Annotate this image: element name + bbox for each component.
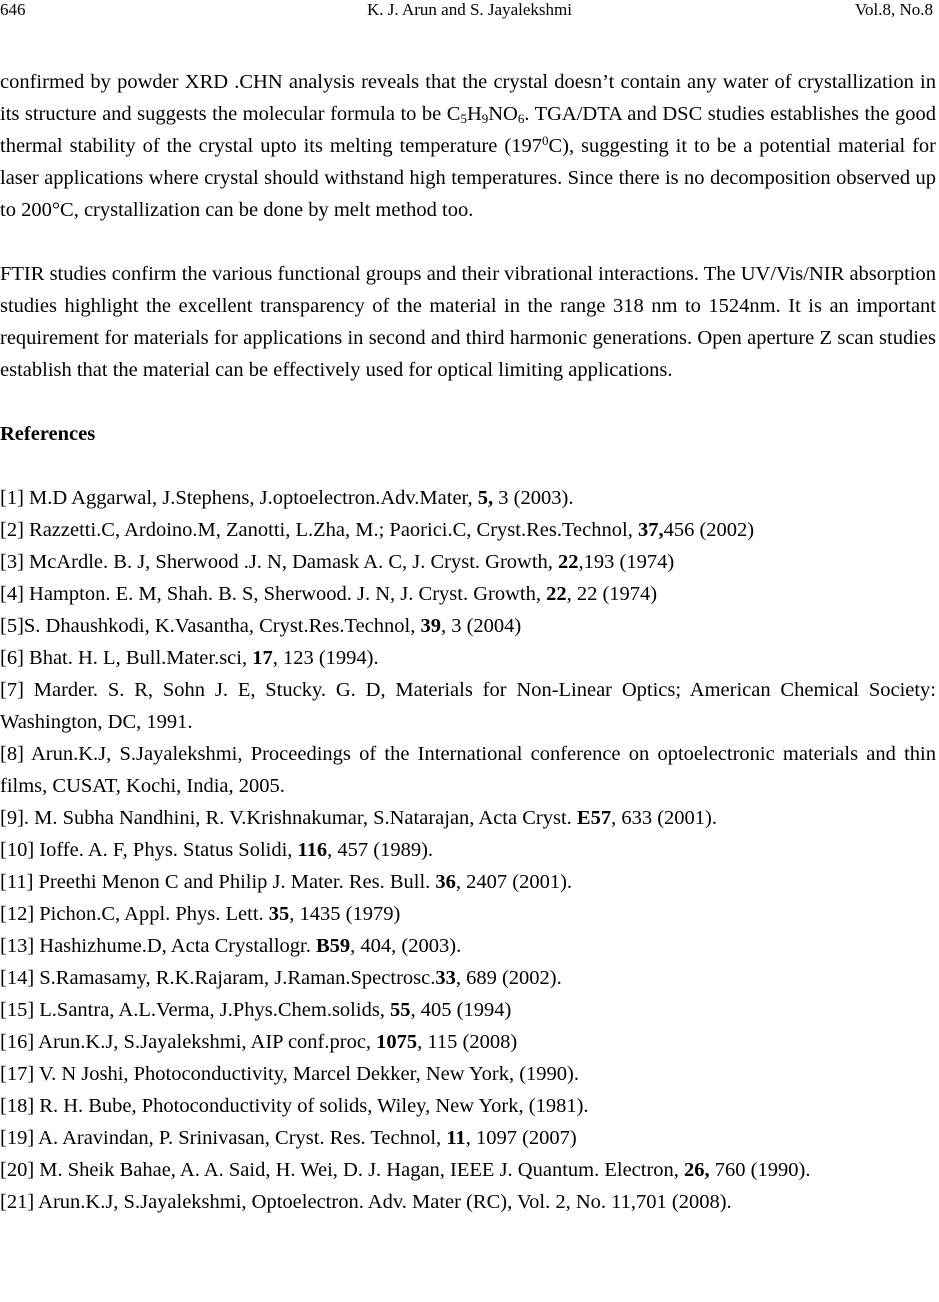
reference-item: [18] R. H. Bube, Photoconductivity of solids, Wiley, New York, (1981).	[0, 1095, 589, 1117]
references-heading: References	[0, 423, 96, 445]
reference-item: [14] S.Ramasamy, R.K.Rajaram, J.Raman.Spectrosc.33, 689 (2002).	[0, 967, 562, 989]
reference-item: [20] M. Sheik Bahae, A. A. Said, H. Wei, D. J. Hagan, IEEE J. Quantum. Electron, 26, 760 (1990).	[0, 1159, 811, 1181]
reference-item: [19] A. Aravindan, P. Srinivasan, Cryst. Res. Technol, 11, 1097 (2007)	[0, 1127, 577, 1149]
reference-item: [7] Marder. S. R, Sohn J. E, Stucky. G. D, Materials for Non-Linear Optics; American Chemical Society: Washington, DC, 1991.	[0, 679, 936, 733]
reference-item: [9]. M. Subha Nandhini, R. V.Krishnakumar, S.Natarajan, Acta Cryst. E57, 633 (2001).	[0, 807, 717, 829]
paragraph-conclusion-1: confirmed by powder XRD .CHN analysis reveals that the crystal doesn’t contain any water of crystallization in its structure and suggests the molecular formula to be $C_5H_9NO_6$. TGA/DTA and DSC studies establishes the good thermal stability of the crystal upto its melting temperature $(197^0C)$, suggesting it to be a potential material for laser applications where crystal should withstand high temperatures. Since there is no decomposition observed up to 200°C, crystallization can be done by melt method too.	[0, 71, 937, 221]
reference-item: [21] Arun.K.J, S.Jayalekshmi, Optoelectron. Adv. Mater (RC), Vol. 2, No. 11,701 (2008).	[0, 1191, 732, 1213]
reference-item: [15] L.Santra, A.L.Verma, J.Phys.Chem.solids, 55, 405 (1994)	[0, 999, 512, 1021]
header-volume: Vol.8, No.8	[854, 0, 933, 19]
reference-item: [5]S. Dhaushkodi, K.Vasantha, Cryst.Res.Technol, 39, 3 (2004)	[0, 615, 522, 637]
page-number: 646	[0, 0, 26, 19]
running-header	[0, 0, 939, 26]
reference-item: [3] McArdle. B. J, Sherwood .J. N, Damask A. C, J. Cryst. Growth, 22,193 (1974)	[0, 551, 675, 573]
reference-item: [10] Ioffe. A. F, Phys. Status Solidi, 116, 457 (1989).	[0, 839, 434, 861]
reference-item: [2] Razzetti.C, Ardoino.M, Zanotti, L.Zha, M.; Paorici.C, Cryst.Res.Technol, 37,456 (2002)	[0, 519, 755, 541]
reference-item: [11] Preethi Menon C and Philip J. Mater. Res. Bull. 36, 2407 (2001).	[0, 871, 573, 893]
reference-item: [17] V. N Joshi, Photoconductivity, Marcel Dekker, New York, (1990).	[0, 1063, 580, 1085]
reference-item: [6] Bhat. H. L, Bull.Mater.sci, 17, 123 (1994).	[0, 647, 379, 669]
reference-item: [16] Arun.K.J, S.Jayalekshmi, AIP conf.proc, 1075, 115 (2008)	[0, 1031, 518, 1053]
reference-list	[0, 482, 936, 1218]
page-body	[0, 66, 936, 1218]
paragraph-conclusion-2: FTIR studies confirm the various functional groups and their vibrational interactions. The UV/Vis/NIR absorption studies highlight the excellent transparency of the material in the range 318 nm to 1524nm. It is an important requirement for materials for applications in second and third harmonic generations. Open aperture Z scan studies establish that the material can be effectively used for optical limiting applications.	[0, 263, 936, 381]
header-authors: K. J. Arun and S. Jayalekshmi	[367, 0, 572, 19]
reference-item: [8] Arun.K.J, S.Jayalekshmi, Proceedings of the International conference on optoelectronic materials and thin films, CUSAT, Kochi, India, 2005.	[0, 743, 936, 797]
reference-item: [4] Hampton. E. M, Shah. B. S, Sherwood. J. N, J. Cryst. Growth, 22, 22 (1974)	[0, 583, 658, 605]
reference-item: [1] M.D Aggarwal, J.Stephens, J.optoelectron.Adv.Mater, 5, 3 (2003).	[0, 487, 574, 509]
reference-item: [13] Hashizhume.D, Acta Crystallogr. B59, 404, (2003).	[0, 935, 462, 957]
reference-item: [12] Pichon.C, Appl. Phys. Lett. 35, 1435 (1979)	[0, 903, 401, 925]
